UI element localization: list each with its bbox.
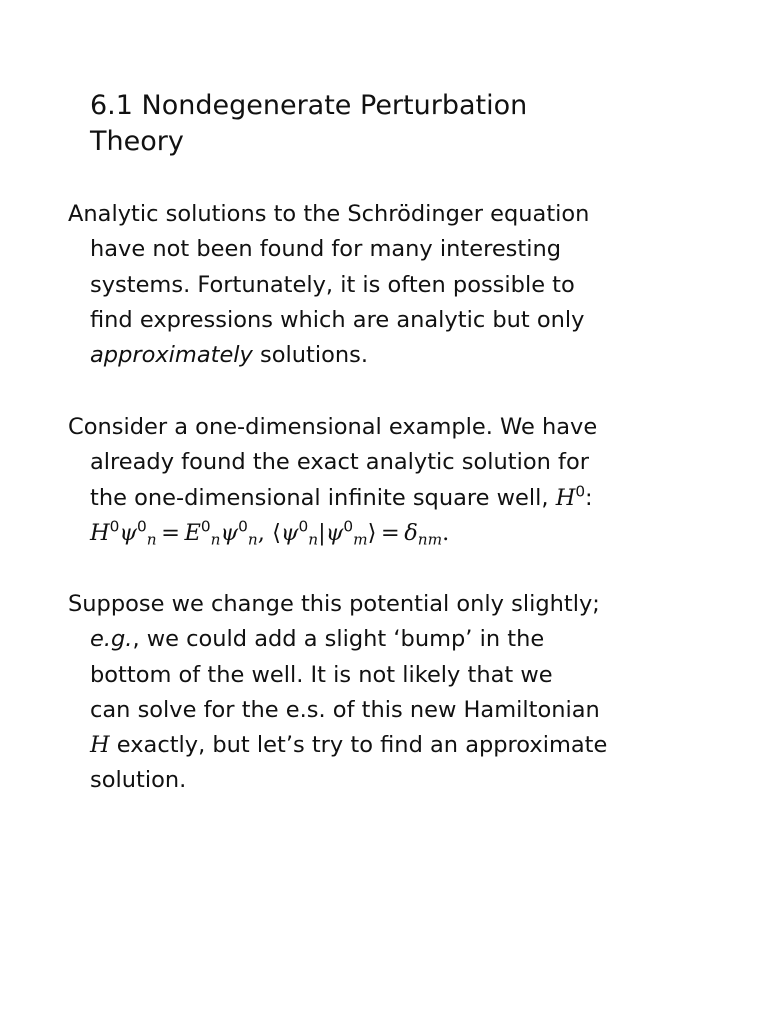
hamiltonian-symbol: H: [90, 732, 110, 759]
equals-sign: =: [161, 519, 180, 546]
math-subscript: n: [146, 530, 157, 549]
paragraph-line: already found the exact analytic solution for: [90, 449, 589, 476]
comma: ,: [257, 519, 265, 546]
math-psi: ψ: [325, 519, 344, 546]
paragraph-line: can solve for the e.s. of this new Hamiltonian: [90, 696, 600, 723]
paragraph-line: [68, 338, 708, 373]
math-superscript: 0: [575, 482, 586, 501]
math-subscript: n: [210, 530, 221, 549]
math-superscript: 0: [137, 517, 147, 536]
paragraph-line: [68, 622, 708, 657]
section-title: [90, 88, 710, 160]
section-title-line-1: 6.1 Nondegenerate Perturbation: [90, 90, 528, 121]
period: .: [442, 519, 450, 546]
paragraph-analytic-solutions: [68, 197, 708, 373]
paragraph-one-dimensional-example: [68, 410, 708, 551]
paragraph-line: systems. Fortunately, it is often possible to: [90, 271, 575, 298]
paragraph-line: [68, 728, 708, 763]
paragraph-line: have not been found for many interesting: [90, 236, 562, 263]
math-E: E: [184, 519, 201, 546]
paragraph-perturbed-potential: [68, 587, 708, 799]
equals-sign: =: [380, 519, 400, 546]
math-subscript: nm: [417, 530, 443, 549]
math-H: H: [90, 519, 110, 546]
paragraph-text: , we could add a slight ‘bump’ in the: [132, 626, 545, 653]
emphasized-word: approximately: [90, 342, 253, 369]
vertical-bar: |: [318, 519, 326, 546]
math-subscript: n: [308, 530, 319, 549]
left-angle-bracket: ⟨: [272, 519, 281, 546]
eigenvalue-equation: [68, 516, 708, 551]
math-delta: δ: [404, 519, 418, 546]
paragraph-line: solution.: [90, 767, 187, 794]
math-subscript: n: [247, 530, 258, 549]
paragraph-text: exactly, but let’s try to find an approximate: [109, 732, 608, 759]
hamiltonian-symbol: [555, 482, 586, 511]
section-title-line-2: Theory: [90, 126, 184, 157]
paragraph-line: Consider a one-dimensional example. We have: [68, 414, 598, 440]
paragraph-text: the one-dimensional infinite square well,: [90, 484, 556, 511]
right-angle-bracket: ⟩: [367, 519, 377, 546]
math-H: H: [555, 484, 576, 511]
math-superscript: 0: [109, 517, 120, 536]
paragraph-line: Suppose we change this potential only slightly;: [68, 591, 600, 617]
math-psi: ψ: [220, 519, 239, 546]
math-psi: ψ: [280, 519, 299, 546]
paragraph-line: bottom of the well. It is not likely that we: [90, 661, 553, 688]
math-psi: ψ: [119, 519, 138, 546]
math-superscript: 0: [200, 517, 211, 536]
paragraph-line: find expressions which are analytic but only: [90, 306, 585, 333]
math-superscript: 0: [298, 517, 309, 536]
paragraph-text: solutions.: [252, 342, 369, 369]
paragraph-line: Analytic solutions to the Schrödinger equation: [68, 201, 590, 227]
math-superscript: 0: [343, 517, 354, 536]
emphasized-word: e.g.: [90, 626, 133, 653]
math-subscript: m: [353, 530, 368, 549]
paragraph-line: [68, 481, 708, 516]
colon: :: [585, 484, 593, 511]
math-superscript: 0: [238, 517, 248, 536]
